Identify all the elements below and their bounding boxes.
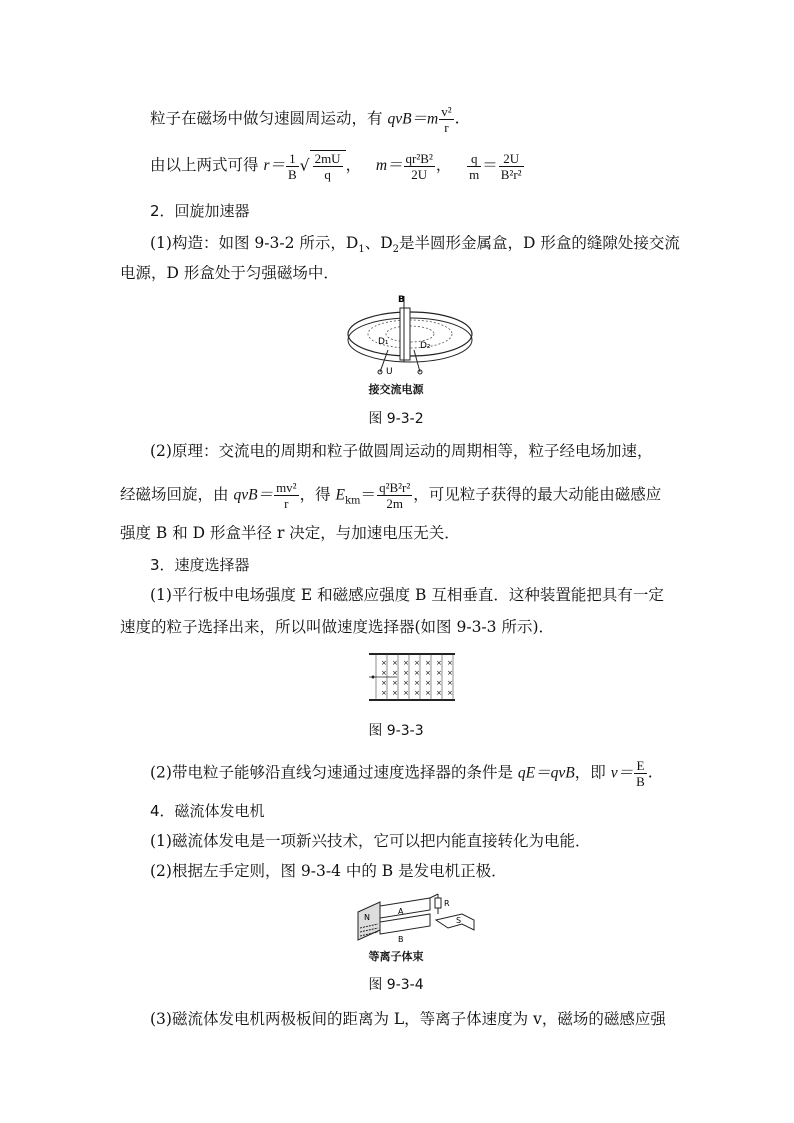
field-cross: × [447, 669, 453, 677]
line1-eq: qvB＝m [387, 110, 439, 128]
field-cross: × [447, 679, 453, 687]
p4-d: B [636, 774, 645, 789]
p4-v: v＝ [610, 764, 634, 782]
sqrt-num: 2mU [314, 151, 341, 166]
fig3-inner-caption: 等离子体束 [368, 950, 424, 963]
p4-b: ，即 [574, 763, 606, 782]
field-cross: × [425, 659, 431, 667]
para-6: (2)根据左手定则，图 9-3-4 中的 B 是发电机正极． [150, 862, 507, 880]
p1-b: 1 [358, 244, 365, 256]
field-cross: × [381, 669, 387, 677]
r-frac-den: B [288, 166, 297, 182]
field-cross: × [425, 669, 431, 677]
q-eq: ＝ [482, 156, 498, 174]
line1-text: 粒子在磁场中做匀速圆周运动，有 [150, 109, 383, 128]
field-cross: × [414, 669, 420, 677]
para-2-line-3: 强度 B 和 D 形盒半径 r 决定，与加速电压无关． [120, 524, 460, 542]
para-5: (1)磁流体发电是一项新兴技术，它可以把内能直接转化为电能． [150, 832, 591, 850]
cyclotron-figure [340, 292, 480, 382]
p1-d: 2 [392, 244, 399, 256]
r-frac [286, 151, 299, 182]
r-frac-num: 1 [286, 151, 299, 167]
line2-text: 由以上两式可得 [150, 156, 259, 174]
fig3-label-a: A [398, 907, 404, 916]
field-cross: × [403, 659, 409, 667]
line1-frac [439, 104, 453, 135]
field-cross: × [425, 679, 431, 687]
velocity-selector-figure [367, 648, 457, 708]
p1-a: (1)构造：如图 9-3-2 所示，D [150, 234, 359, 252]
r-eq: r＝ [263, 157, 285, 174]
para-4: (2)带电粒子能够沿直线匀速通过速度选择器的条件是 qE＝qvB，即 v＝ $\frac{E}{B}$ . [150, 758, 653, 789]
field-cross: × [381, 679, 387, 687]
q-frac [467, 151, 481, 182]
fig1-caption: 图 9-3-2 [368, 411, 424, 427]
field-cross: × [403, 679, 409, 687]
q-rhs-frac [499, 151, 524, 182]
para-1-line-2: 电源，D 形盒处于匀强磁场中． [120, 264, 339, 282]
m-frac [404, 151, 435, 182]
line1-frac-den: r [444, 120, 449, 135]
q-rhs-den: B²r² [500, 166, 522, 182]
q-num: q [467, 151, 481, 167]
field-cross: × [381, 659, 387, 667]
p2-d: ，可见粒子获得的最大动能由磁感应 [413, 485, 662, 504]
para-2-line-1: (2)原理：交流电的周期和粒子做圆周运动的周期相等，粒子经电场加速， [150, 442, 653, 460]
p4-frac [634, 758, 647, 789]
field-cross: × [403, 669, 409, 677]
para-3-line-2: 速度的粒子选择出来，所以叫做速度选择器(如图 9-3-3 所示)． [120, 618, 555, 636]
p4-eq: qE＝qvB [517, 764, 575, 782]
m-num: qr²B² [405, 150, 433, 166]
fig1-label-b: B [398, 295, 405, 305]
fig1-label-d1: D₁ [378, 337, 389, 347]
fig3-label-n: N [364, 913, 370, 922]
field-cross: × [414, 689, 420, 697]
sqrt: √ $\frac{2mU}{q}$ [300, 150, 346, 182]
field-cross: × [381, 689, 387, 697]
p2-eq2: ＝ [360, 485, 377, 504]
p2-b: 经磁场回旋，由 [120, 485, 229, 504]
section-3-title: 3．速度选择器 [150, 556, 250, 574]
field-cross: × [392, 669, 398, 677]
field-cross: × [392, 679, 398, 687]
fig2-caption: 图 9-3-3 [368, 723, 424, 739]
fig3-label-r: R [444, 899, 450, 908]
q-den: m [469, 166, 480, 182]
p2-c: ，得 [299, 485, 331, 504]
field-cross: × [425, 689, 431, 697]
section-4-title: 4．磁流体发电机 [150, 802, 265, 820]
field-cross: × [403, 689, 409, 697]
p2-frac1 [274, 480, 299, 511]
field-cross: × [414, 679, 420, 687]
p2-d1: r [284, 496, 289, 511]
p2-frac2 [377, 480, 412, 511]
field-cross: × [414, 659, 420, 667]
field-cross: × [436, 659, 442, 667]
p2-n1: mv² [276, 480, 297, 495]
p4-n: E [634, 758, 647, 774]
field-cross: × [392, 689, 398, 697]
p2-eq1: qvB＝ [233, 486, 274, 504]
p2-ekm: E [335, 486, 345, 504]
p2-n2: q²B²r² [379, 480, 411, 495]
fig1-label-u: U [386, 367, 393, 377]
para-2-line-2 [120, 480, 661, 513]
mhd-generator-figure [350, 890, 480, 950]
m-eq: m＝ [375, 157, 403, 174]
p1-c: 、D [364, 234, 393, 252]
p4-a: (2)带电粒子能够沿直线匀速通过速度选择器的条件是 [150, 763, 513, 782]
text-line-2: 由以上两式可得 r＝ $\frac{1}{B}$ √ $\frac{2mU}{q}$ ， m＝ $\frac{\text{qr²B²}}{2U}$ ， $\frac{q}{m}$ ＝ $\frac{2U}{\text{B²r²}}$ [150, 150, 522, 182]
para-3-line-1: (1)平行板中电场强度 E 和磁感应强度 B 互相垂直．这种装置能把具有一定 [150, 586, 664, 604]
para-1-line-1 [150, 232, 680, 261]
sqrt-frac [313, 151, 343, 182]
para-7: (3)磁流体发电机两极板间的距离为 L，等离子体速度为 v，磁场的磁感应强 [150, 1010, 666, 1028]
fig3-caption: 图 9-3-4 [368, 977, 424, 993]
q-rhs-num: 2U [499, 151, 524, 167]
fig3-label-b: B [398, 935, 404, 944]
p1-e: 是半圆形金属盒，D 形盒的缝隙处接交流 [399, 234, 680, 252]
field-cross: × [447, 659, 453, 667]
text-line-1: 粒子在磁场中做匀速圆周运动，有 qvB＝m $\frac{\text{v²}}{r}$ . [150, 104, 460, 135]
fig3-label-s: S [456, 916, 462, 925]
section-2-title: 2．回旋加速器 [150, 202, 250, 220]
field-cross: × [392, 659, 398, 667]
sqrt-den: q [324, 167, 331, 182]
m-den: 2U [411, 166, 428, 182]
field-cross: × [436, 679, 442, 687]
fig1-label-d2: D₂ [420, 341, 431, 351]
line1-frac-num: v² [441, 104, 452, 119]
p2-km: km [345, 495, 361, 507]
fig1-inner-caption: 接交流电源 [368, 383, 424, 396]
field-cross: × [436, 689, 442, 697]
field-cross: × [436, 669, 442, 677]
field-cross: × [447, 689, 453, 697]
p2-d2: 2m [386, 496, 403, 511]
